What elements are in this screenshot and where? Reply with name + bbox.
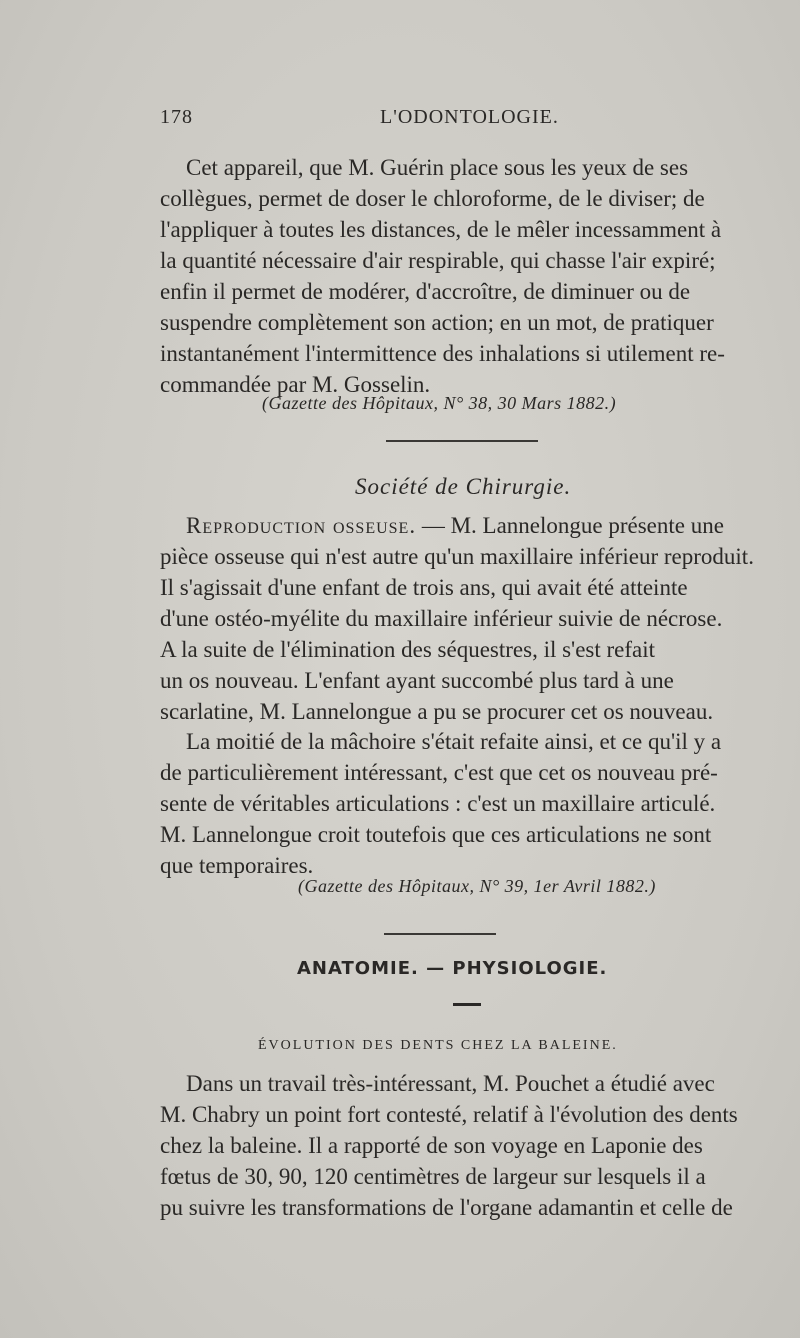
text-line: fœtus de 30, 90, 120 centimètres de largeur sur lesquels il a — [160, 1164, 706, 1189]
text-line: la quantité nécessaire d'air respirable, qui chasse l'air expiré; — [160, 248, 716, 273]
text-line: La moitié de la mâchoire s'était refaite ainsi, et ce qu'il y a — [186, 729, 722, 754]
text-line: sente de véritables articulations : c'est un maxillaire articulé. — [160, 791, 716, 816]
citation-gazette-39: (Gazette des Hôpitaux, N° 39, 1er Avril 1882.) — [298, 876, 656, 896]
text-line: collègues, permet de doser le chloroforme, de le diviser; de — [160, 186, 705, 211]
title-dash — [453, 1003, 481, 1006]
section-title: ANATOMIE. — PHYSIOLOGIE. — [297, 958, 608, 979]
text-line: un os nouveau. L'enfant ayant succombé plus tard à une — [160, 668, 674, 693]
text-line: enfin il permet de modérer, d'accroître, de diminuer ou de — [160, 279, 691, 304]
text-line: instantanément l'intermittence des inhalations si utilement re- — [160, 341, 725, 366]
text-line: scarlatine, M. Lannelongue a pu se procurer cet os nouveau. — [160, 699, 714, 724]
text-line: pièce osseuse qui n'est autre qu'un maxillaire inférieur reproduit. — [160, 544, 754, 569]
text-line: A la suite de l'élimination des séquestres, il s'est refait — [160, 637, 656, 662]
text-line: Dans un travail très-intéressant, M. Pouchet a étudié avec — [186, 1071, 715, 1096]
society-title: Société de Chirurgie. — [355, 474, 572, 499]
text-line: Cet appareil, que M. Guérin place sous les yeux de ses — [186, 155, 689, 180]
subsection-title: ÉVOLUTION DES DENTS CHEZ LA BALEINE. — [258, 1038, 618, 1053]
article-chloroform-paragraph — [160, 152, 760, 400]
citation-gazette-38: (Gazette des Hôpitaux, N° 38, 30 Mars 1882.) — [262, 393, 617, 413]
text-run: — M. Lannelongue présente une — [416, 513, 724, 538]
page-number: 178 — [160, 106, 193, 128]
text-line: pu suivre les transformations de l'organe adamantin et celle de — [160, 1195, 733, 1220]
text-line: M. Lannelongue croit toutefois que ces articulations ne sont — [160, 822, 712, 847]
running-head: L'ODONTOLOGIE. — [380, 106, 559, 128]
section-divider — [386, 440, 538, 442]
text-line — [160, 510, 760, 541]
text-line: l'appliquer à toutes les distances, de le mêler incessamment à — [160, 217, 722, 242]
jaw-articulation-paragraph — [160, 726, 760, 881]
text-line: commandée par M. Gosselin. — [160, 372, 431, 397]
section-divider — [384, 933, 496, 935]
whale-teeth-paragraph — [160, 1068, 760, 1223]
text-line: M. Chabry un point fort contesté, relatif à l'évolution des dents — [160, 1102, 738, 1127]
paragraph-heading: Reproduction osseuse. — [186, 513, 417, 538]
text-line: suspendre complètement son action; en un mot, de pratiquer — [160, 310, 714, 335]
text-line: d'une ostéo-myélite du maxillaire inférieur suivie de nécrose. — [160, 606, 723, 631]
text-line: Il s'agissait d'une enfant de trois ans, qui avait été atteinte — [160, 575, 688, 600]
page-header — [160, 106, 760, 136]
bone-reproduction-paragraph — [160, 510, 760, 727]
text-line: de particulièrement intéressant, c'est que cet os nouveau pré- — [160, 760, 718, 785]
text-line: que temporaires. — [160, 853, 314, 878]
text-line: chez la baleine. Il a rapporté de son voyage en Laponie des — [160, 1133, 703, 1158]
